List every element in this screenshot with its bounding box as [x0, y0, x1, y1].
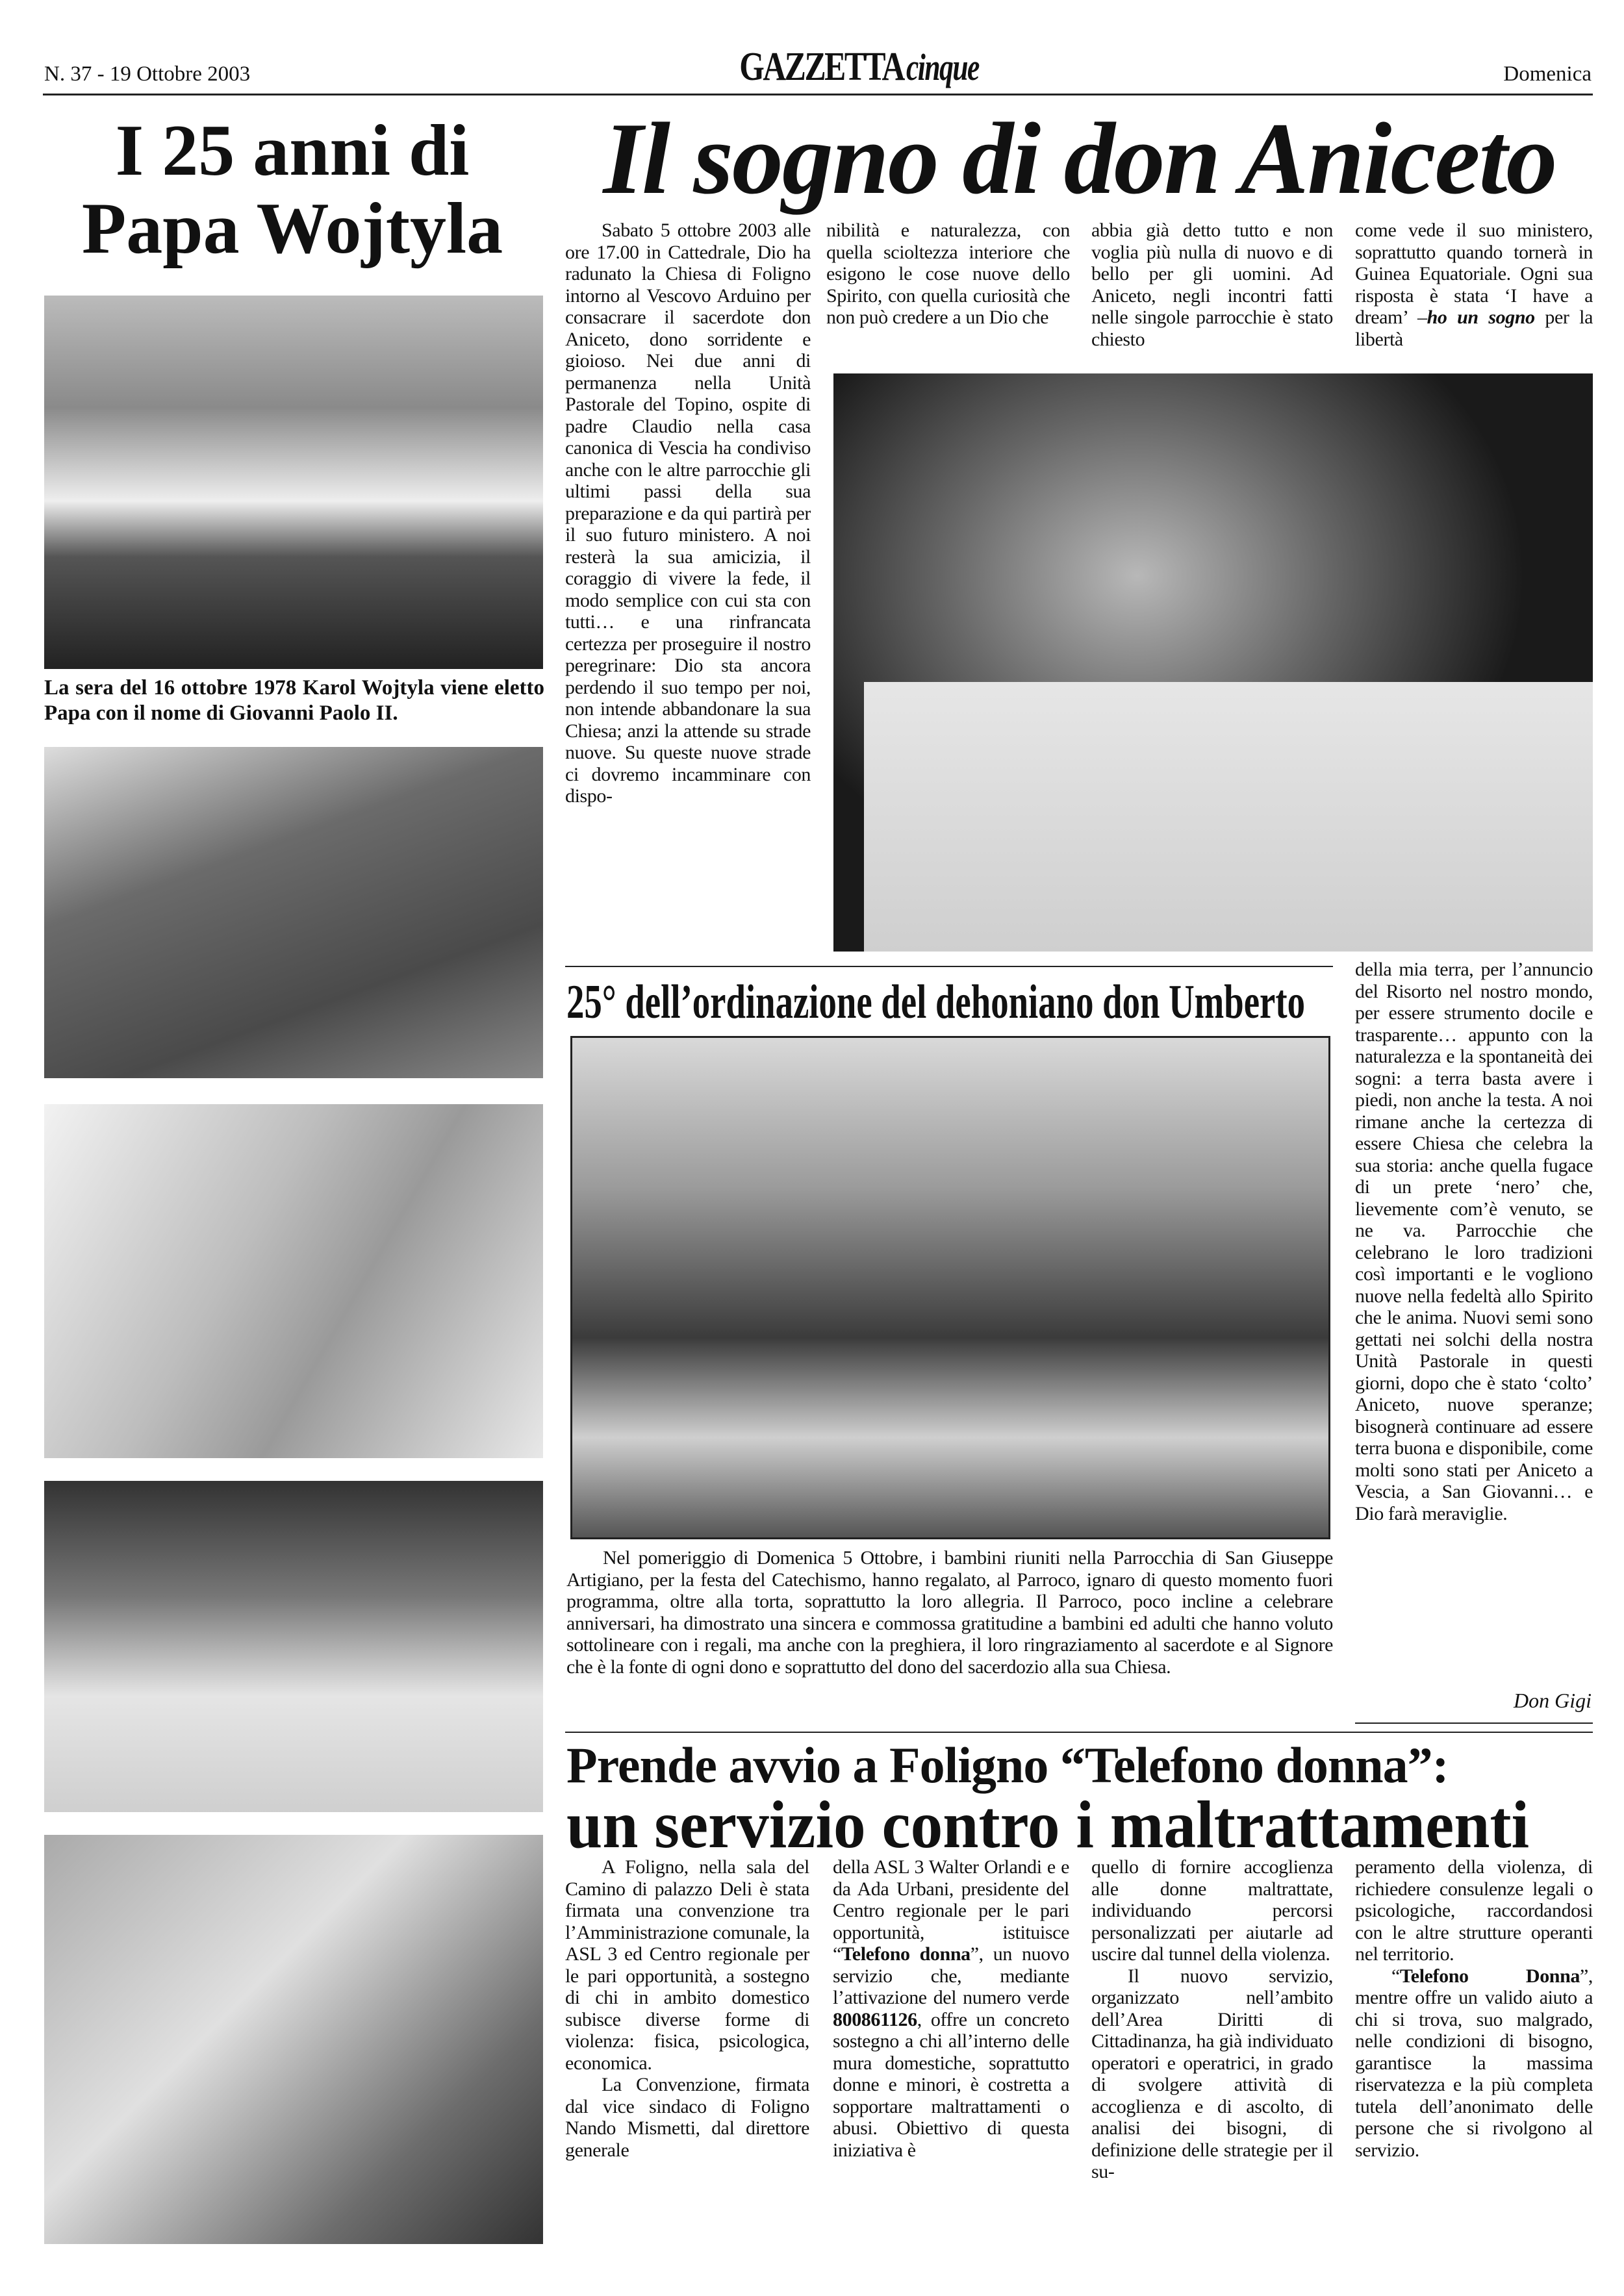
text: della ASL 3 Walter Orlandi e e da Ada Urbani, presidente del Centro regionale per le pari opportunità, istituisce “	[833, 1856, 1069, 1965]
service-name: Telefono Donna	[1399, 1965, 1580, 1987]
telefono-headline-2	[566, 1793, 1593, 1858]
paragraph: abbia già detto tutto e non voglia più nulla di nuovo e di bello per gli uomini. Ad Aniceto, negli incontri fatti nelle singole parrocchie è stato chiesto	[1091, 220, 1333, 350]
telefono-col2	[833, 1856, 1069, 2246]
photo-caption: La sera del 16 ottobre 1978 Karol Wojtyla viene eletto Papa con il nome di Giovanni Paolo II.	[44, 676, 544, 725]
wojtyla-headline	[39, 112, 546, 268]
headline-text: un servizio contro i maltrattamenti	[566, 1793, 1530, 1858]
photo-papal-balcony	[44, 296, 543, 669]
newspaper-title	[698, 44, 979, 90]
section-rule	[565, 1732, 1593, 1733]
aniceto-headline: Il sogno di don Aniceto	[603, 102, 1556, 216]
umberto-caption	[566, 1547, 1333, 1716]
text: come vede il suo ministero, soprattutto quando tornerà in Guinea Equatoriale. Ogni sua risposta è stata ‘I have a dream’ –	[1355, 220, 1593, 328]
phone-number: 800861126	[833, 2008, 917, 2030]
article-rule	[1355, 1722, 1593, 1724]
photo-pope-reading	[44, 1835, 543, 2244]
photo-vestments	[864, 682, 1593, 952]
photo-children-party	[570, 1036, 1330, 1539]
umberto-headline	[566, 974, 1333, 1033]
aniceto-col1	[565, 220, 811, 953]
paragraph	[1355, 220, 1593, 350]
paragraph: La Convenzione, firmata dal vice sindaco di Foligno Nando Mismetti, dal direttore generale	[565, 2074, 809, 2161]
aniceto-col4-bottom	[1355, 959, 1593, 1699]
text: , offre un concreto sostegno a chi all’interno delle mura domestiche, soprattutto donne e minori, è costretta a sopportare maltrattamenti o abusi. Obiettivo di questa iniziativa è	[833, 2008, 1069, 2161]
telefono-col4	[1355, 1856, 1593, 2246]
title-main: GAZZETTA	[739, 45, 904, 89]
paragraph: peramento della violenza, di richiedere consulenze legali o psicologiche, raccordandosi con le altre strutture operanti nel territorio.	[1355, 1856, 1593, 1965]
service-name: Telefono donna	[841, 1943, 971, 1965]
headline-line: I 25 anni di	[115, 110, 470, 191]
photo-pope-waving	[44, 1104, 543, 1458]
paragraph: della mia terra, per l’annuncio del Risorto nel nostro mondo, per essere strumento docile e trasparente… appunto con la naturalezza e la spontaneità dei sogni: a terra basta avere i piedi, non anche la testa. A noi rimane anche la certezza di essere Chiesa che celebra la sua storia: anche quella fugace di un prete ‘nero’ che, lievemente com’è venuto, se ne va. Parrocchie che celebrano le loro tradizioni così importanti e le vogliono nuove nella fedeltà allo Spirito che le anima. Nuovi semi sono gettati nei solchi della nostra Unità Pastorale in questi giorni, dopo che è stato ‘colto’ Aniceto, nuove speranze; bisognerà continuare ad essere terra buona e disponibile, come molti sono stati per Aniceto a Vescia, a San Giovanni… e Dio farà meraviglie.	[1355, 959, 1593, 1524]
photo-pope-car	[44, 1481, 543, 1812]
paragraph	[833, 1856, 1069, 2161]
text: per la libertà	[1355, 307, 1593, 350]
headline-line: Papa Wojtyla	[81, 188, 503, 269]
telefono-headline-1: Prende avvio a Foligno “Telefono donna”:	[566, 1737, 1449, 1793]
telefono-col3	[1091, 1856, 1333, 2246]
paragraph: Sabato 5 ottobre 2003 alle ore 17.00 in Cattedrale, Dio ha radunato la Chiesa di Foligno intorno al Vescovo Arduino per consacrare il sacerdote don Aniceto, dono sorridente e gioioso. Nei due anni di permanenza nella Unità Pastorale del Topino, ospite di padre Claudio nella casa canonica di Vescia ha condiviso anche con le altre parrocchie gli ultimi passi della sua preparazione e da qui partirà per il suo futuro ministero. A noi resterà la sua amicizia, il coraggio di vivere la fede, il modo semplice con cui sta con tutti… e una rinfrancata certezza per proseguire il nostro peregrinare: Dio sta ancora perdendo il suo tempo per noi, non intende abbandonare la sua Chiesa; anzi la attende su strade nuove. Su queste nuove strade ci dovremo incamminare con dispo-	[565, 220, 811, 807]
signature: Don Gigi	[1514, 1689, 1592, 1712]
paragraph: Nel pomeriggio di Domenica 5 Ottobre, i bambini riuniti nella Parrocchia di San Giuseppe Artigiano, per la festa del Catechismo, hanno regalato, al Parroco, ignaro di questo momento fuori programma, oltre alla torta, soprattutto la loro allegria. Il Parroco, poco incline a celebrare anniversari, ha dimostrato una sincera e commossa gratitudine a bambini ed adulti che hanno voluto sottolineare con i regali, ma anche con la preghiera, il loro ringraziamento al sacerdote e al Signore che è la fonte di ogni dono e soprattutto del dono del sacerdozio alla sua Chiesa.	[566, 1547, 1333, 1678]
masthead-rule	[43, 94, 1593, 95]
paragraph: A Foligno, nella sala del Camino di palazzo Deli è stata firmata una convenzione tra l’Amministrazione comunale, la ASL 3 ed Centro regionale per le pari opportunità, a sostegno di chi in ambito domestico subisce diverse forme di violenza: fisica, psicologica, economica.	[565, 1856, 809, 2074]
aniceto-col3	[1091, 220, 1333, 356]
headline-text: 25° dell’ordinazione del dehoniano don Umberto	[566, 976, 1305, 1029]
section-rule	[565, 966, 1333, 967]
text: ”, un nuovo servizio che, mediante l’attivazione del numero verde	[833, 1943, 1069, 2008]
photo-pope-mountain	[44, 747, 543, 1078]
text: “	[1391, 1965, 1400, 1987]
text: ”, mentre offre un valido aiuto a chi si trova, suo malgrado, nelle condizioni di bisogno, garantisce la massima riservatezza e la più completa tutela dell’anonimato delle persone che si rivolgono al servizio.	[1355, 1965, 1593, 2161]
title-sub: cinque	[906, 46, 979, 88]
paragraph	[1355, 1965, 1593, 2162]
aniceto-col2	[826, 220, 1070, 356]
telefono-col1	[565, 1856, 809, 2246]
paragraph: quello di fornire accoglienza alle donne maltrattate, individuando percorsi personalizzati per aiutarle ad uscire dal tunnel della violenza.	[1091, 1856, 1333, 1965]
issue-number: N. 37 - 19 Ottobre 2003	[44, 62, 251, 86]
aniceto-col4-top	[1355, 220, 1593, 356]
paragraph: nibilità e naturalezza, con quella scioltezza interiore che esigono le cose nuove dello Spirito, con quella curiosità che non può credere a un Dio che	[826, 220, 1070, 328]
emphasis: ho un sogno	[1427, 307, 1535, 328]
paragraph: Il nuovo servizio, organizzato nell’ambito dell’Area Diritti di Cittadinanza, ha già individuato operatori e operatrici, in grado di svolgere attività di accoglienza e di ascolto, di analisi dei bisogni, di definizione delle strategie per il su-	[1091, 1965, 1333, 2182]
day-label: Domenica	[1503, 62, 1592, 86]
